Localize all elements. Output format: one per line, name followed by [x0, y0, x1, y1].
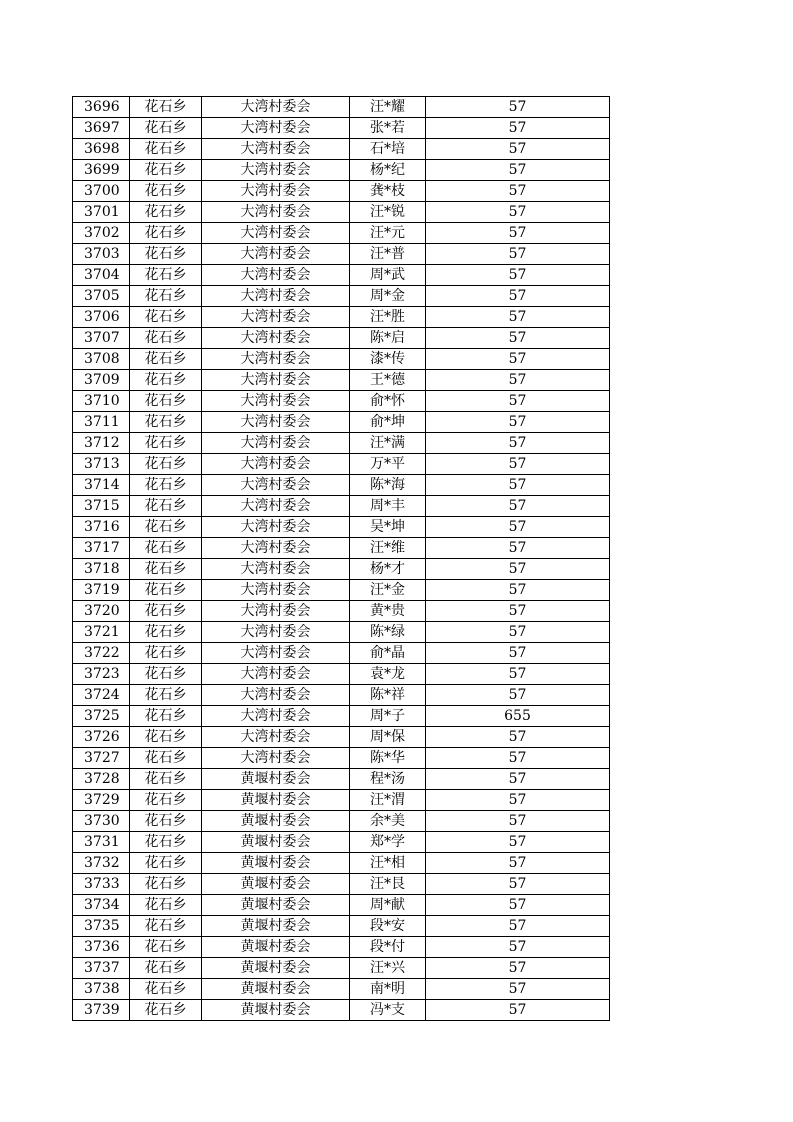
- row-number-cell: 3719: [73, 580, 130, 601]
- table-row: [73, 895, 610, 916]
- village-committee-cell: 大湾村委会: [202, 181, 350, 202]
- table-row: [73, 370, 610, 391]
- row-number-cell: 3715: [73, 496, 130, 517]
- person-name-cell: 汪*渭: [350, 790, 426, 811]
- row-number-cell: 3699: [73, 160, 130, 181]
- village-committee-cell: 大湾村委会: [202, 748, 350, 769]
- township-cell: 花石乡: [130, 769, 202, 790]
- amount-cell: 57: [426, 391, 610, 412]
- village-committee-cell: 黄堰村委会: [202, 853, 350, 874]
- row-number-cell: 3730: [73, 811, 130, 832]
- person-name-cell: 石*培: [350, 139, 426, 160]
- row-number-cell: 3712: [73, 433, 130, 454]
- table-row: [73, 643, 610, 664]
- row-number-cell: 3728: [73, 769, 130, 790]
- township-cell: 花石乡: [130, 328, 202, 349]
- amount-cell: 57: [426, 1000, 610, 1021]
- township-cell: 花石乡: [130, 832, 202, 853]
- table-row: [73, 664, 610, 685]
- village-committee-cell: 大湾村委会: [202, 97, 350, 118]
- person-name-cell: 陈*绿: [350, 622, 426, 643]
- row-number-cell: 3723: [73, 664, 130, 685]
- person-name-cell: 周*金: [350, 286, 426, 307]
- person-name-cell: 俞*晶: [350, 643, 426, 664]
- township-cell: 花石乡: [130, 517, 202, 538]
- table-row: [73, 349, 610, 370]
- table-row: [73, 937, 610, 958]
- township-cell: 花石乡: [130, 139, 202, 160]
- person-name-cell: 汪*满: [350, 433, 426, 454]
- township-cell: 花石乡: [130, 1000, 202, 1021]
- township-cell: 花石乡: [130, 286, 202, 307]
- village-committee-cell: 大湾村委会: [202, 244, 350, 265]
- person-name-cell: 杨*纪: [350, 160, 426, 181]
- person-name-cell: 汪*艮: [350, 874, 426, 895]
- table-row: [73, 307, 610, 328]
- amount-cell: 57: [426, 769, 610, 790]
- township-cell: 花石乡: [130, 454, 202, 475]
- person-name-cell: 漆*传: [350, 349, 426, 370]
- township-cell: 花石乡: [130, 559, 202, 580]
- township-cell: 花石乡: [130, 622, 202, 643]
- amount-cell: 57: [426, 265, 610, 286]
- township-cell: 花石乡: [130, 937, 202, 958]
- person-name-cell: 汪*普: [350, 244, 426, 265]
- table-row: [73, 475, 610, 496]
- amount-cell: 57: [426, 979, 610, 1000]
- row-number-cell: 3708: [73, 349, 130, 370]
- row-number-cell: 3717: [73, 538, 130, 559]
- table-row: [73, 160, 610, 181]
- person-name-cell: 汪*锐: [350, 202, 426, 223]
- village-committee-cell: 大湾村委会: [202, 622, 350, 643]
- village-committee-cell: 大湾村委会: [202, 517, 350, 538]
- amount-cell: 57: [426, 475, 610, 496]
- village-committee-cell: 大湾村委会: [202, 580, 350, 601]
- amount-cell: 57: [426, 832, 610, 853]
- amount-cell: 57: [426, 937, 610, 958]
- amount-cell: 655: [426, 706, 610, 727]
- township-cell: 花石乡: [130, 727, 202, 748]
- amount-cell: 57: [426, 622, 610, 643]
- village-committee-cell: 大湾村委会: [202, 706, 350, 727]
- amount-cell: 57: [426, 328, 610, 349]
- table-row: [73, 118, 610, 139]
- table-row: [73, 538, 610, 559]
- table-row: [73, 811, 610, 832]
- village-committee-cell: 黄堰村委会: [202, 832, 350, 853]
- person-name-cell: 郑*学: [350, 832, 426, 853]
- table-row: [73, 433, 610, 454]
- table-row: [73, 286, 610, 307]
- table-row: [73, 181, 610, 202]
- person-name-cell: 汪*胜: [350, 307, 426, 328]
- village-committee-cell: 大湾村委会: [202, 223, 350, 244]
- person-name-cell: 俞*坤: [350, 412, 426, 433]
- person-name-cell: 程*汤: [350, 769, 426, 790]
- township-cell: 花石乡: [130, 391, 202, 412]
- village-committee-cell: 黄堰村委会: [202, 811, 350, 832]
- township-cell: 花石乡: [130, 790, 202, 811]
- village-committee-cell: 大湾村委会: [202, 664, 350, 685]
- village-committee-cell: 大湾村委会: [202, 328, 350, 349]
- person-name-cell: 汪*耀: [350, 97, 426, 118]
- person-name-cell: 周*子: [350, 706, 426, 727]
- roster-table: [72, 96, 610, 1021]
- table-row: [73, 916, 610, 937]
- table-row: [73, 580, 610, 601]
- amount-cell: 57: [426, 538, 610, 559]
- amount-cell: 57: [426, 97, 610, 118]
- amount-cell: 57: [426, 601, 610, 622]
- person-name-cell: 汪*维: [350, 538, 426, 559]
- row-number-cell: 3710: [73, 391, 130, 412]
- table-row: [73, 496, 610, 517]
- village-committee-cell: 大湾村委会: [202, 286, 350, 307]
- village-committee-cell: 大湾村委会: [202, 265, 350, 286]
- amount-cell: 57: [426, 664, 610, 685]
- township-cell: 花石乡: [130, 706, 202, 727]
- township-cell: 花石乡: [130, 349, 202, 370]
- row-number-cell: 3722: [73, 643, 130, 664]
- amount-cell: 57: [426, 790, 610, 811]
- table-row: [73, 727, 610, 748]
- township-cell: 花石乡: [130, 181, 202, 202]
- village-committee-cell: 大湾村委会: [202, 538, 350, 559]
- row-number-cell: 3714: [73, 475, 130, 496]
- amount-cell: 57: [426, 139, 610, 160]
- table-row: [73, 202, 610, 223]
- village-committee-cell: 大湾村委会: [202, 307, 350, 328]
- township-cell: 花石乡: [130, 580, 202, 601]
- table-row: [73, 979, 610, 1000]
- row-number-cell: 3720: [73, 601, 130, 622]
- row-number-cell: 3716: [73, 517, 130, 538]
- table-row: [73, 685, 610, 706]
- township-cell: 花石乡: [130, 958, 202, 979]
- village-committee-cell: 大湾村委会: [202, 118, 350, 139]
- township-cell: 花石乡: [130, 643, 202, 664]
- table-row: [73, 622, 610, 643]
- township-cell: 花石乡: [130, 496, 202, 517]
- person-name-cell: 汪*金: [350, 580, 426, 601]
- table-row: [73, 706, 610, 727]
- township-cell: 花石乡: [130, 916, 202, 937]
- row-number-cell: 3721: [73, 622, 130, 643]
- amount-cell: 57: [426, 853, 610, 874]
- row-number-cell: 3734: [73, 895, 130, 916]
- row-number-cell: 3731: [73, 832, 130, 853]
- row-number-cell: 3706: [73, 307, 130, 328]
- person-name-cell: 陈*华: [350, 748, 426, 769]
- village-committee-cell: 大湾村委会: [202, 139, 350, 160]
- village-committee-cell: 大湾村委会: [202, 685, 350, 706]
- village-committee-cell: 黄堰村委会: [202, 958, 350, 979]
- person-name-cell: 南*明: [350, 979, 426, 1000]
- amount-cell: 57: [426, 244, 610, 265]
- township-cell: 花石乡: [130, 874, 202, 895]
- table-row: [73, 790, 610, 811]
- amount-cell: 57: [426, 223, 610, 244]
- row-number-cell: 3702: [73, 223, 130, 244]
- person-name-cell: 龚*枝: [350, 181, 426, 202]
- table-row: [73, 853, 610, 874]
- row-number-cell: 3735: [73, 916, 130, 937]
- row-number-cell: 3713: [73, 454, 130, 475]
- table-row: [73, 244, 610, 265]
- table-row: [73, 265, 610, 286]
- table-row: [73, 139, 610, 160]
- village-committee-cell: 黄堰村委会: [202, 874, 350, 895]
- township-cell: 花石乡: [130, 97, 202, 118]
- row-number-cell: 3732: [73, 853, 130, 874]
- amount-cell: 57: [426, 412, 610, 433]
- amount-cell: 57: [426, 643, 610, 664]
- township-cell: 花石乡: [130, 664, 202, 685]
- village-committee-cell: 黄堰村委会: [202, 916, 350, 937]
- person-name-cell: 汪*相: [350, 853, 426, 874]
- amount-cell: 57: [426, 916, 610, 937]
- person-name-cell: 张*若: [350, 118, 426, 139]
- row-number-cell: 3707: [73, 328, 130, 349]
- amount-cell: 57: [426, 748, 610, 769]
- row-number-cell: 3726: [73, 727, 130, 748]
- township-cell: 花石乡: [130, 538, 202, 559]
- amount-cell: 57: [426, 454, 610, 475]
- township-cell: 花石乡: [130, 307, 202, 328]
- village-committee-cell: 大湾村委会: [202, 349, 350, 370]
- table-row: [73, 328, 610, 349]
- row-number-cell: 3703: [73, 244, 130, 265]
- village-committee-cell: 黄堰村委会: [202, 1000, 350, 1021]
- township-cell: 花石乡: [130, 202, 202, 223]
- row-number-cell: 3738: [73, 979, 130, 1000]
- township-cell: 花石乡: [130, 412, 202, 433]
- table-row: [73, 97, 610, 118]
- village-committee-cell: 黄堰村委会: [202, 769, 350, 790]
- person-name-cell: 周*武: [350, 265, 426, 286]
- person-name-cell: 冯*支: [350, 1000, 426, 1021]
- amount-cell: 57: [426, 496, 610, 517]
- table-row: [73, 517, 610, 538]
- table-row: [73, 874, 610, 895]
- row-number-cell: 3696: [73, 97, 130, 118]
- table-row: [73, 1000, 610, 1021]
- village-committee-cell: 黄堰村委会: [202, 790, 350, 811]
- row-number-cell: 3700: [73, 181, 130, 202]
- person-name-cell: 俞*怀: [350, 391, 426, 412]
- village-committee-cell: 大湾村委会: [202, 160, 350, 181]
- row-number-cell: 3729: [73, 790, 130, 811]
- village-committee-cell: 大湾村委会: [202, 454, 350, 475]
- table-row: [73, 601, 610, 622]
- amount-cell: 57: [426, 580, 610, 601]
- person-name-cell: 周*献: [350, 895, 426, 916]
- amount-cell: 57: [426, 895, 610, 916]
- village-committee-cell: 大湾村委会: [202, 496, 350, 517]
- village-committee-cell: 大湾村委会: [202, 433, 350, 454]
- row-number-cell: 3737: [73, 958, 130, 979]
- township-cell: 花石乡: [130, 244, 202, 265]
- amount-cell: 57: [426, 433, 610, 454]
- person-name-cell: 周*丰: [350, 496, 426, 517]
- person-name-cell: 汪*元: [350, 223, 426, 244]
- village-committee-cell: 黄堰村委会: [202, 937, 350, 958]
- amount-cell: 57: [426, 202, 610, 223]
- row-number-cell: 3698: [73, 139, 130, 160]
- township-cell: 花石乡: [130, 895, 202, 916]
- row-number-cell: 3739: [73, 1000, 130, 1021]
- person-name-cell: 段*付: [350, 937, 426, 958]
- row-number-cell: 3718: [73, 559, 130, 580]
- row-number-cell: 3705: [73, 286, 130, 307]
- person-name-cell: 黄*贵: [350, 601, 426, 622]
- amount-cell: 57: [426, 685, 610, 706]
- row-number-cell: 3724: [73, 685, 130, 706]
- person-name-cell: 吴*坤: [350, 517, 426, 538]
- township-cell: 花石乡: [130, 601, 202, 622]
- amount-cell: 57: [426, 727, 610, 748]
- amount-cell: 57: [426, 517, 610, 538]
- township-cell: 花石乡: [130, 853, 202, 874]
- township-cell: 花石乡: [130, 433, 202, 454]
- village-committee-cell: 大湾村委会: [202, 202, 350, 223]
- township-cell: 花石乡: [130, 370, 202, 391]
- township-cell: 花石乡: [130, 685, 202, 706]
- person-name-cell: 陈*启: [350, 328, 426, 349]
- amount-cell: 57: [426, 118, 610, 139]
- amount-cell: 57: [426, 307, 610, 328]
- township-cell: 花石乡: [130, 748, 202, 769]
- row-number-cell: 3697: [73, 118, 130, 139]
- row-number-cell: 3711: [73, 412, 130, 433]
- person-name-cell: 杨*才: [350, 559, 426, 580]
- amount-cell: 57: [426, 160, 610, 181]
- amount-cell: 57: [426, 181, 610, 202]
- person-name-cell: 余*美: [350, 811, 426, 832]
- village-committee-cell: 大湾村委会: [202, 727, 350, 748]
- village-committee-cell: 大湾村委会: [202, 643, 350, 664]
- row-number-cell: 3736: [73, 937, 130, 958]
- person-name-cell: 陈*海: [350, 475, 426, 496]
- village-committee-cell: 大湾村委会: [202, 412, 350, 433]
- person-name-cell: 周*保: [350, 727, 426, 748]
- village-committee-cell: 黄堰村委会: [202, 979, 350, 1000]
- village-committee-cell: 大湾村委会: [202, 601, 350, 622]
- amount-cell: 57: [426, 349, 610, 370]
- roster-table-body: [73, 97, 610, 1021]
- village-committee-cell: 大湾村委会: [202, 391, 350, 412]
- table-row: [73, 412, 610, 433]
- row-number-cell: 3704: [73, 265, 130, 286]
- table-row: [73, 559, 610, 580]
- township-cell: 花石乡: [130, 160, 202, 181]
- row-number-cell: 3709: [73, 370, 130, 391]
- table-row: [73, 391, 610, 412]
- row-number-cell: 3701: [73, 202, 130, 223]
- village-committee-cell: 黄堰村委会: [202, 895, 350, 916]
- amount-cell: 57: [426, 370, 610, 391]
- township-cell: 花石乡: [130, 223, 202, 244]
- person-name-cell: 段*安: [350, 916, 426, 937]
- amount-cell: 57: [426, 559, 610, 580]
- amount-cell: 57: [426, 958, 610, 979]
- person-name-cell: 汪*兴: [350, 958, 426, 979]
- township-cell: 花石乡: [130, 475, 202, 496]
- amount-cell: 57: [426, 874, 610, 895]
- township-cell: 花石乡: [130, 265, 202, 286]
- person-name-cell: 王*德: [350, 370, 426, 391]
- table-row: [73, 958, 610, 979]
- township-cell: 花石乡: [130, 979, 202, 1000]
- row-number-cell: 3725: [73, 706, 130, 727]
- township-cell: 花石乡: [130, 811, 202, 832]
- table-row: [73, 454, 610, 475]
- table-row: [73, 769, 610, 790]
- person-name-cell: 陈*祥: [350, 685, 426, 706]
- village-committee-cell: 大湾村委会: [202, 475, 350, 496]
- table-row: [73, 832, 610, 853]
- person-name-cell: 万*平: [350, 454, 426, 475]
- row-number-cell: 3727: [73, 748, 130, 769]
- township-cell: 花石乡: [130, 118, 202, 139]
- village-committee-cell: 大湾村委会: [202, 370, 350, 391]
- amount-cell: 57: [426, 811, 610, 832]
- amount-cell: 57: [426, 286, 610, 307]
- person-name-cell: 袁*龙: [350, 664, 426, 685]
- row-number-cell: 3733: [73, 874, 130, 895]
- table-row: [73, 748, 610, 769]
- table-row: [73, 223, 610, 244]
- village-committee-cell: 大湾村委会: [202, 559, 350, 580]
